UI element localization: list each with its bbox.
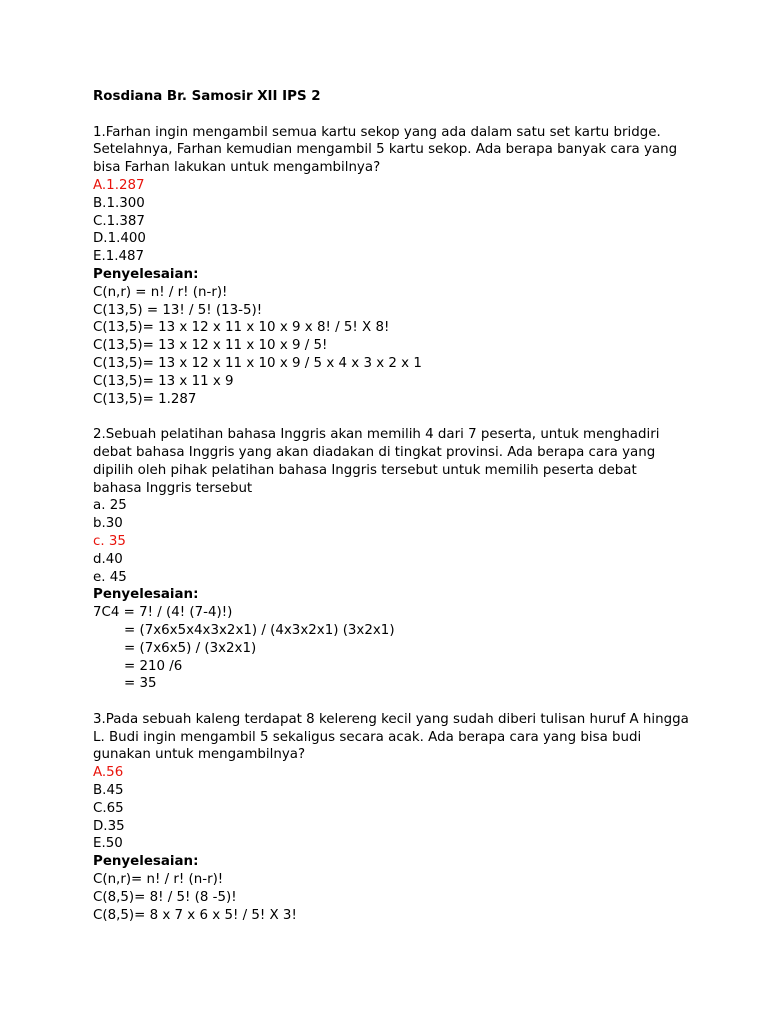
question-text: 1.Farhan ingin mengambil semua kartu sekop yang ada dalam satu set kartu bridge.: [93, 124, 661, 140]
solution-step: = (7x6x5) / (3x2x1): [124, 640, 257, 656]
option: B.1.300: [93, 195, 145, 211]
document-body: [93, 88, 713, 924]
question-block: [93, 711, 713, 925]
question-text: 3.Pada sebuah kaleng terdapat 8 kelereng kecil yang sudah diberi tulisan huruf A hingga: [93, 711, 689, 727]
solution-step: C(n,r)= n! / r! (n-r)!: [93, 872, 224, 888]
question-text: L. Budi ingin mengambil 5 sekaligus secara acak. Ada berapa cara yang bisa budi: [93, 729, 642, 745]
question-text: gunakan untuk mengambilnya?: [93, 747, 306, 763]
option: E.1.487: [93, 249, 145, 265]
option: d.40: [93, 551, 123, 567]
solution-step: C(8,5)= 8 x 7 x 6 x 5! / 5! X 3!: [93, 907, 297, 923]
question-block: [93, 124, 713, 409]
option: E.50: [93, 836, 123, 852]
question-text: bahasa Inggris tersebut: [93, 480, 253, 496]
solution-label: Penyelesaian:: [93, 587, 199, 603]
option: D.35: [93, 818, 125, 834]
question-text: dipilih oleh pihak pelatihan bahasa Inggris tersebut untuk memilih peserta debat: [93, 462, 637, 478]
document-title: Rosdiana Br. Samosir XII IPS 2: [93, 89, 321, 104]
question-block: [93, 426, 713, 693]
question-text: Setelahnya, Farhan kemudian mengambil 5 kartu sekop. Ada berapa banyak cara yang: [93, 142, 678, 158]
solution-step: C(13,5)= 13 x 12 x 11 x 10 x 9 / 5!: [93, 338, 328, 354]
question-text: debat bahasa Inggris yang akan diadakan di tingkat provinsi. Ada berapa cara yang: [93, 444, 656, 460]
solution-step: C(13,5)= 13 x 12 x 11 x 10 x 9 / 5 x 4 x 3 x 2 x 1: [93, 355, 422, 371]
option: C.1.387: [93, 213, 145, 229]
solution-step: = 210 /6: [124, 658, 183, 674]
correct-option: A.56: [93, 765, 124, 781]
option: B.45: [93, 783, 124, 799]
spacer: [93, 106, 713, 124]
solution-step: = 35: [124, 676, 157, 692]
solution-step: = (7x6x5x4x3x2x1) / (4x3x2x1) (3x2x1): [124, 622, 395, 638]
option: e. 45: [93, 569, 127, 585]
solution-step: C(13,5) = 13! / 5! (13-5)!: [93, 302, 263, 318]
option: D.1.400: [93, 231, 146, 247]
solution-label: Penyelesaian:: [93, 854, 199, 870]
option: a. 25: [93, 498, 127, 514]
option: C.65: [93, 800, 124, 816]
option: b.30: [93, 516, 123, 532]
question-text: 2.Sebuah pelatihan bahasa Inggris akan memilih 4 dari 7 peserta, untuk menghadiri: [93, 427, 660, 443]
solution-step: C(n,r) = n! / r! (n-r)!: [93, 284, 228, 300]
question-text: bisa Farhan lakukan untuk mengambilnya?: [93, 160, 381, 176]
spacer: [93, 408, 713, 426]
solution-step: C(13,5)= 13 x 12 x 11 x 10 x 9 x 8! / 5! X 8!: [93, 320, 390, 336]
spacer: [93, 693, 713, 711]
solution-step: 7C4 = 7! / (4! (7-4)!): [93, 605, 233, 621]
solution-step: C(13,5)= 13 x 11 x 9: [93, 373, 234, 389]
solution-step: C(8,5)= 8! / 5! (8 -5)!: [93, 889, 237, 905]
solution-step: C(13,5)= 1.287: [93, 391, 197, 407]
solution-label: Penyelesaian:: [93, 266, 199, 282]
correct-option: c. 35: [93, 533, 126, 549]
question-list: [93, 124, 713, 925]
correct-option: A.1.287: [93, 177, 145, 193]
